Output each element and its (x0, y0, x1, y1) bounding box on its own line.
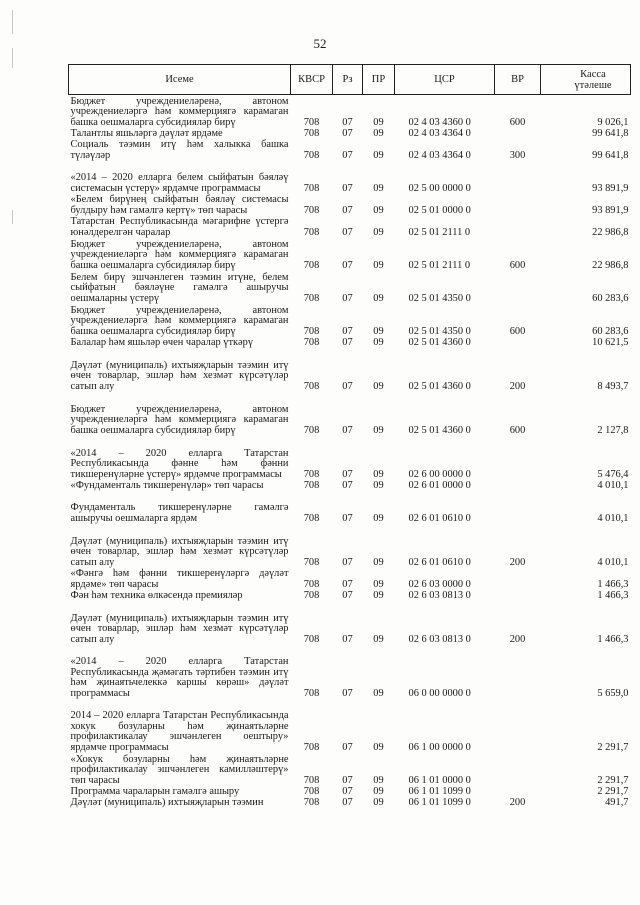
row-pr: 09 (373, 796, 384, 808)
header-rz: Рз (333, 65, 363, 95)
table-row (69, 304, 631, 337)
row-vr (495, 786, 541, 797)
scan-margin-line (12, 10, 13, 34)
row-kvsr: 708 (303, 116, 320, 128)
row-rz: 07 (342, 589, 353, 601)
scan-margin-line (12, 210, 13, 224)
row-name: «Белем бирүнең сыйфатын бәяләү системасы булдыру һәм гамәлгә кертү» төп чарасы (70, 194, 289, 216)
row-vr (495, 194, 541, 216)
table-row (69, 128, 631, 139)
row-name: Бюджет учреждениеләренә, автоном учреждениеләргә һәм коммерциягә карамаган башка оешмаларга субсидияләр бирү (70, 95, 289, 128)
header-csr: ЦСР (395, 65, 495, 95)
row-pr: 09 (373, 512, 384, 524)
row-kvsr: 708 (303, 325, 320, 337)
row-rz: 07 (342, 796, 353, 808)
row-amount: 2 291,7 (597, 785, 629, 797)
header-amount-label: Касса үтәлеше (574, 68, 612, 91)
header-kvsr: КВСР (291, 65, 333, 95)
table-row (69, 645, 631, 699)
row-pr: 09 (373, 325, 384, 337)
row-pr: 09 (373, 182, 384, 194)
row-vr: 300 (509, 149, 526, 161)
row-name: Белем бирү эшчәнлеген тәэмин итүне, белем сыйфатын бәяләүне гамәлгә ашыручы оешмаларны үстерү (70, 271, 289, 304)
row-rz: 07 (342, 633, 353, 645)
header-amount (541, 65, 631, 95)
row-name: «Фәнгә һәм фәнни тикшеренүләргә дәүләт ярдәме» төп чарасы (70, 568, 289, 590)
row-kvsr: 708 (303, 785, 320, 797)
table-row (69, 194, 631, 216)
row-csr: 06 1 01 1099 0 (408, 796, 471, 808)
row-vr: 600 (509, 424, 526, 436)
row-kvsr: 708 (303, 589, 320, 601)
row-kvsr: 708 (303, 149, 320, 161)
row-pr: 09 (373, 479, 384, 491)
table-row (69, 699, 631, 753)
row-name: Бюджет учреждениеләренә, автоном учреждениеләргә һәм коммерциягә карамаган башка оешмаларга субсидияләр бирү (70, 304, 289, 337)
row-name: Дәүләт (муниципаль) ихтыяҗларын тәэмин итү өчен товарлар, эшләр һәм хезмәт күрсәтүләр сатып алу (70, 612, 289, 645)
row-kvsr: 708 (303, 479, 320, 491)
row-pr: 09 (373, 578, 384, 590)
row-amount: 5 659,0 (597, 687, 629, 699)
row-name: Талантлы яшьләргә дәүләт ярдәме (70, 127, 223, 139)
row-amount: 1 466,3 (597, 578, 629, 590)
table-row (69, 216, 631, 238)
row-amount: 2 291,7 (597, 774, 629, 786)
table-row (69, 95, 631, 129)
row-vr: 600 (509, 325, 526, 337)
row-vr (495, 753, 541, 786)
table-row (69, 348, 631, 392)
row-name: Фән һәм техника өлкәсендә премияләр (70, 589, 243, 601)
row-rz: 07 (342, 182, 353, 194)
row-vr (495, 590, 541, 601)
row-amount: 22 986,8 (592, 226, 629, 238)
table-row (69, 601, 631, 645)
table-row (69, 392, 631, 436)
row-rz: 07 (342, 687, 353, 699)
row-amount: 99 641,8 (592, 149, 629, 161)
row-vr: 200 (509, 380, 526, 392)
table-row (69, 524, 631, 568)
row-name: Фундаменталь тикшеренүләрне гамәлгә ашыручы оешмаларга ярдәм (70, 502, 289, 524)
row-rz: 07 (342, 556, 353, 568)
row-pr: 09 (373, 380, 384, 392)
header-pr: ПР (363, 65, 395, 95)
row-kvsr: 708 (303, 633, 320, 645)
row-kvsr: 708 (303, 796, 320, 808)
row-csr: 02 4 03 4364 0 (408, 127, 471, 139)
row-name: Бюджет учреждениеләренә, автоном учреждениеләргә һәм коммерциягә карамаган башка оешмаларга субсидияләр бирү (70, 238, 289, 271)
row-kvsr: 708 (303, 774, 320, 786)
row-vr (495, 645, 541, 699)
row-vr (495, 128, 541, 139)
row-kvsr: 708 (303, 182, 320, 194)
row-kvsr: 708 (303, 292, 320, 304)
row-csr: 06 0 00 0000 0 (408, 687, 471, 699)
row-vr (495, 480, 541, 491)
row-rz: 07 (342, 774, 353, 786)
row-csr: 02 5 01 2111 0 (408, 226, 471, 238)
row-amount: 4 010,1 (597, 512, 629, 524)
row-name: Татарстан Республикасында мәгарифне үстергә юнәлдерелгән чаралар (70, 216, 289, 238)
row-rz: 07 (342, 512, 353, 524)
row-name: Социаль тәэмин итү һәм халыкка башка түләүләр (70, 139, 289, 161)
row-rz: 07 (342, 380, 353, 392)
table-row (69, 139, 631, 161)
table-row (69, 786, 631, 797)
row-csr: 02 5 00 0000 0 (408, 182, 471, 194)
row-kvsr: 708 (303, 578, 320, 590)
row-csr: 02 5 01 4360 0 (408, 424, 471, 436)
row-kvsr: 708 (303, 468, 320, 480)
row-name: «2014 – 2020 елларга белем сыйфатын бәяләү системасын үстерү» ярдәмче программасы (70, 172, 289, 194)
row-amount: 5 476,4 (597, 468, 629, 480)
row-amount: 93 891,9 (592, 182, 629, 194)
row-name: Дәүләт (муниципаль) ихтыяҗларын тәэмин (70, 796, 264, 808)
row-csr: 02 5 01 2111 0 (408, 259, 471, 271)
row-csr: 02 6 00 0000 0 (408, 468, 471, 480)
row-vr: 600 (509, 259, 526, 271)
row-pr: 09 (373, 259, 384, 271)
row-kvsr: 708 (303, 512, 320, 524)
row-csr: 02 6 03 0000 0 (408, 578, 471, 590)
row-name: Дәүләт (муниципаль) ихтыяҗларын тәэмин итү өчен товарлар, эшләр һәм хезмәт күрсәтүләр сатып алу (70, 359, 289, 392)
row-csr: 02 5 01 0000 0 (408, 204, 471, 216)
row-vr: 600 (509, 116, 526, 128)
row-vr: 200 (509, 796, 526, 808)
row-name: «Фундаменталь тикшеренүләр» төп чарасы (70, 479, 264, 491)
budget-table (68, 64, 631, 808)
row-amount: 9 026,1 (597, 116, 629, 128)
row-amount: 4 010,1 (597, 556, 629, 568)
table-row (69, 753, 631, 786)
row-rz: 07 (342, 259, 353, 271)
row-pr: 09 (373, 292, 384, 304)
row-amount: 1 466,3 (597, 589, 629, 601)
row-name: «2014 – 2020 елларга Татарстан Республикасында җәмәгать тәртибен тәэмин итү һәм җинаятьчелеккә каршы көрәш» дәүләт программасы (70, 656, 289, 699)
row-name: Дәүләт (муниципаль) ихтыяҗларын тәэмин итү өчен товарлар, эшләр һәм хезмәт күрсәтүләр сатып алу (70, 535, 289, 568)
row-rz: 07 (342, 116, 353, 128)
row-csr: 02 6 03 0813 0 (408, 633, 471, 645)
row-name: «2014 – 2020 елларга Татарстан Республикасында фәнне һәм фәнни тикшеренүләрне үстерү» ярдәмче программасы (70, 447, 289, 480)
row-rz: 07 (342, 149, 353, 161)
row-name: Программа чараларын гамәлгә ашыру (70, 785, 240, 797)
row-csr: 02 6 03 0813 0 (408, 589, 471, 601)
row-pr: 09 (373, 468, 384, 480)
table-header-row (69, 65, 631, 95)
row-vr (495, 699, 541, 753)
row-csr: 02 5 01 4360 0 (408, 336, 471, 348)
row-kvsr: 708 (303, 687, 320, 699)
row-rz: 07 (342, 785, 353, 797)
row-pr: 09 (373, 589, 384, 601)
row-name: Балалар һәм яшьләр өчен чаралар үткәрү (70, 336, 254, 348)
row-amount: 4 010,1 (597, 479, 629, 491)
table-row (69, 436, 631, 480)
row-kvsr: 708 (303, 556, 320, 568)
row-csr: 06 1 00 0000 0 (408, 741, 471, 753)
row-rz: 07 (342, 424, 353, 436)
row-pr: 09 (373, 424, 384, 436)
table-row (69, 797, 631, 808)
row-pr: 09 (373, 127, 384, 139)
row-name: Бюджет учреждениеләренә, автоном учреждениеләргә һәм коммерциягә карамаган башка оешмаларга субсидияләр бирү (70, 403, 289, 436)
row-amount: 2 291,7 (597, 741, 629, 753)
row-vr (495, 337, 541, 348)
row-rz: 07 (342, 741, 353, 753)
row-kvsr: 708 (303, 336, 320, 348)
row-csr: 02 5 01 4360 0 (408, 380, 471, 392)
row-csr: 02 6 01 0610 0 (408, 512, 471, 524)
row-rz: 07 (342, 468, 353, 480)
row-csr: 02 6 01 0000 0 (408, 479, 471, 491)
row-pr: 09 (373, 336, 384, 348)
row-amount: 22 986,8 (592, 259, 629, 271)
row-csr: 02 5 01 4350 0 (408, 292, 471, 304)
row-kvsr: 708 (303, 204, 320, 216)
header-vr: ВР (495, 65, 541, 95)
row-vr (495, 161, 541, 194)
row-pr: 09 (373, 226, 384, 238)
row-amount: 60 283,6 (592, 325, 629, 337)
row-vr: 200 (509, 556, 526, 568)
table-row (69, 491, 631, 524)
row-amount: 60 283,6 (592, 292, 629, 304)
table-row (69, 161, 631, 194)
row-amount: 8 493,7 (597, 380, 629, 392)
row-pr: 09 (373, 149, 384, 161)
table-row (69, 337, 631, 348)
row-vr (495, 271, 541, 304)
row-amount: 93 891,9 (592, 204, 629, 216)
row-pr: 09 (373, 556, 384, 568)
header-name: Исеме (69, 65, 291, 95)
row-kvsr: 708 (303, 127, 320, 139)
row-csr: 06 1 01 0000 0 (408, 774, 471, 786)
row-vr: 200 (509, 633, 526, 645)
row-vr (495, 436, 541, 480)
row-kvsr: 708 (303, 741, 320, 753)
row-name: 2014 – 2020 елларга Татарстан Республикасында хокук бозуларны һәм җинаятьләрне профилактикалау эшчәнлеген оештыру» ярдәмче программасы (70, 710, 289, 753)
row-rz: 07 (342, 204, 353, 216)
row-amount: 10 621,5 (592, 336, 629, 348)
row-vr (495, 216, 541, 238)
row-csr: 02 6 01 0610 0 (408, 556, 471, 568)
row-csr: 02 4 03 4364 0 (408, 149, 471, 161)
row-pr: 09 (373, 204, 384, 216)
table-row (69, 271, 631, 304)
table-row (69, 480, 631, 491)
row-rz: 07 (342, 479, 353, 491)
row-csr: 02 4 03 4360 0 (408, 116, 471, 128)
row-pr: 09 (373, 633, 384, 645)
row-kvsr: 708 (303, 380, 320, 392)
row-kvsr: 708 (303, 259, 320, 271)
row-pr: 09 (373, 774, 384, 786)
row-name: «Хокук бозуларны һәм җинаятьләрне профилактикалау эшчәнлеген камилләштерү» төп чарасы (70, 753, 289, 786)
row-csr: 06 1 01 1099 0 (408, 785, 471, 797)
row-amount: 1 466,3 (597, 633, 629, 645)
page-number: 52 (313, 36, 327, 51)
row-csr: 02 5 01 4350 0 (408, 325, 471, 337)
row-rz: 07 (342, 127, 353, 139)
row-vr (495, 568, 541, 590)
table-row (69, 238, 631, 271)
row-vr (495, 491, 541, 524)
row-kvsr: 708 (303, 424, 320, 436)
row-rz: 07 (342, 336, 353, 348)
table-row (69, 590, 631, 601)
row-pr: 09 (373, 741, 384, 753)
row-rz: 07 (342, 292, 353, 304)
row-pr: 09 (373, 785, 384, 797)
row-pr: 09 (373, 116, 384, 128)
row-kvsr: 708 (303, 226, 320, 238)
table-row (69, 568, 631, 590)
row-rz: 07 (342, 325, 353, 337)
row-pr: 09 (373, 687, 384, 699)
row-amount: 99 641,8 (592, 127, 629, 139)
row-amount: 2 127,8 (597, 424, 629, 436)
row-rz: 07 (342, 226, 353, 238)
row-rz: 07 (342, 578, 353, 590)
row-amount: 491,7 (605, 796, 629, 808)
